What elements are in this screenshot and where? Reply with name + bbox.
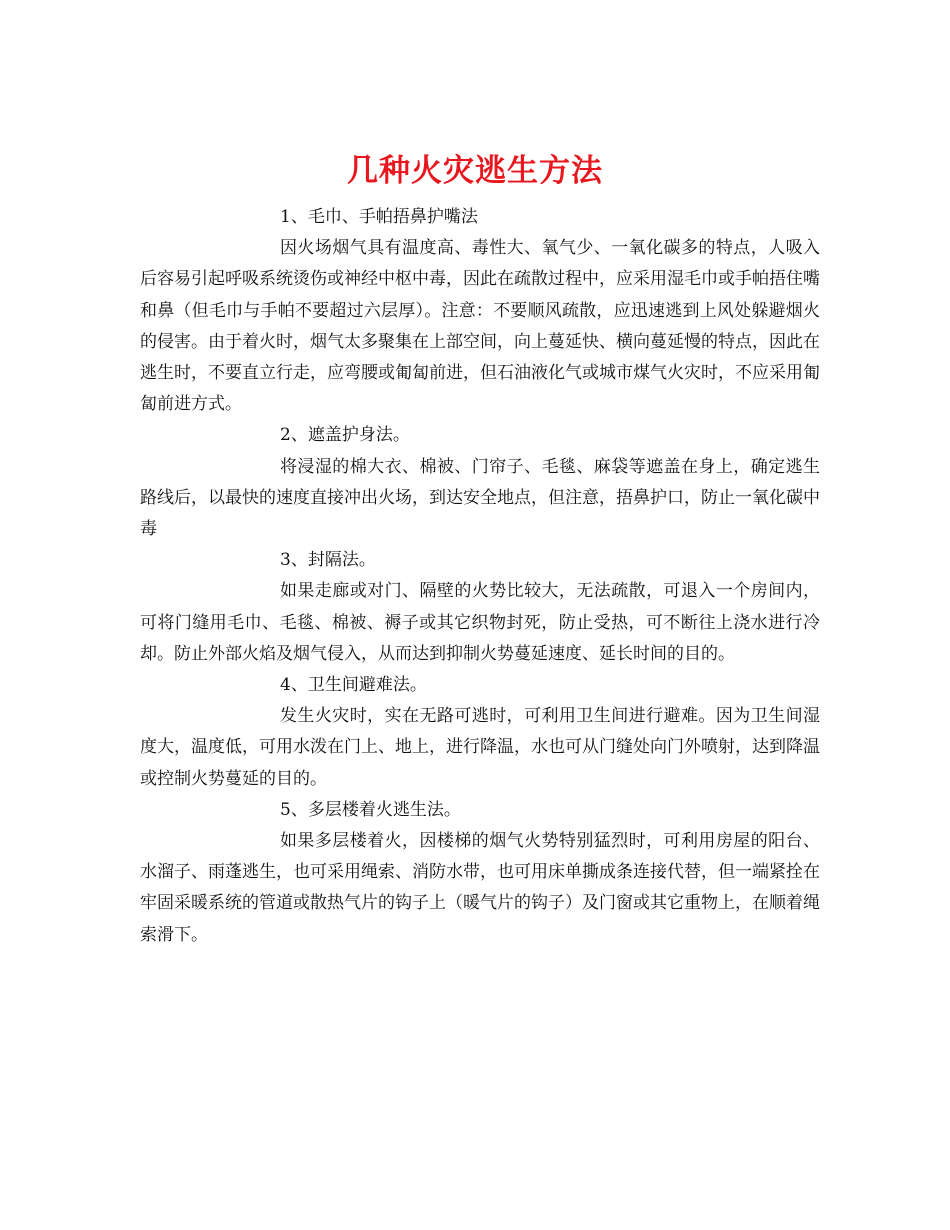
section-paragraph: 因火场烟气具有温度高、毒性大、氧气少、一氧化碳多的特点，人吸入后容易引起呼吸系统烫伤或神经中枢中毒，因此在疏散过程中，应采用湿毛巾或手帕捂住嘴和鼻（但毛巾与手帕不要超过六层厚）。注意：不要顺风疏散，应迅速逃到上风处躲避烟火的侵害。由于着火时，烟气太多聚集在上部空间，向上蔓延快、横向蔓延慢的特点，因此在逃生时，不要直立行走，应弯腰或匍匐前进，但石油液化气或城市煤气火灾时，不应采用匍匐前进方式。: [140, 238, 820, 415]
section-heading: 3、封隔法。: [280, 550, 376, 571]
section-paragraph: 如果多层楼着火，因楼梯的烟气火势特别猛烈时，可利用房屋的阳台、水溜子、雨蓬逃生，也可采用绳索、消防水带，也可用床单撕成条连接代替，但一端紧拴在牢固采暖系统的管道或散热气片的钩子上（暖气片的钩子）及门窗或其它重物上，在顺着绳索滑下。: [140, 831, 820, 945]
section-heading: 2、遮盖护身法。: [280, 425, 410, 446]
section-paragraph: 发生火灾时，实在无路可逃时，可利用卫生间进行避难。因为卫生间湿度大，温度低，可用水泼在门上、地上，进行降温，水也可从门缝处向门外喷射，达到降温或控制火势蔓延的目的。: [140, 706, 820, 789]
section-heading: 4、卫生间避难法。: [280, 675, 427, 696]
section-paragraph: 将浸湿的棉大衣、棉被、门帘子、毛毯、麻袋等遮盖在身上，确定逃生路线后，以最快的速度直接冲出火场，到达安全地点，但注意，捂鼻护口，防止一氧化碳中毒: [140, 456, 820, 540]
section-paragraph: 如果走廊或对门、隔壁的火势比较大，无法疏散，可退入一个房间内，可将门缝用毛巾、毛毯、棉被、褥子或其它织物封死，防止受热，可不断往上浇水进行冷却。防止外部火焰及烟气侵入，从而达到抑制火势蔓延速度、延长时间的目的。: [140, 581, 820, 664]
section-heading: 5、多层楼着火逃生法。: [280, 799, 461, 820]
document-body: [140, 202, 820, 951]
page-title: 几种火灾逃生方法: [347, 152, 603, 189]
section-heading: 1、毛巾、手帕捂鼻护嘴法: [280, 207, 478, 227]
